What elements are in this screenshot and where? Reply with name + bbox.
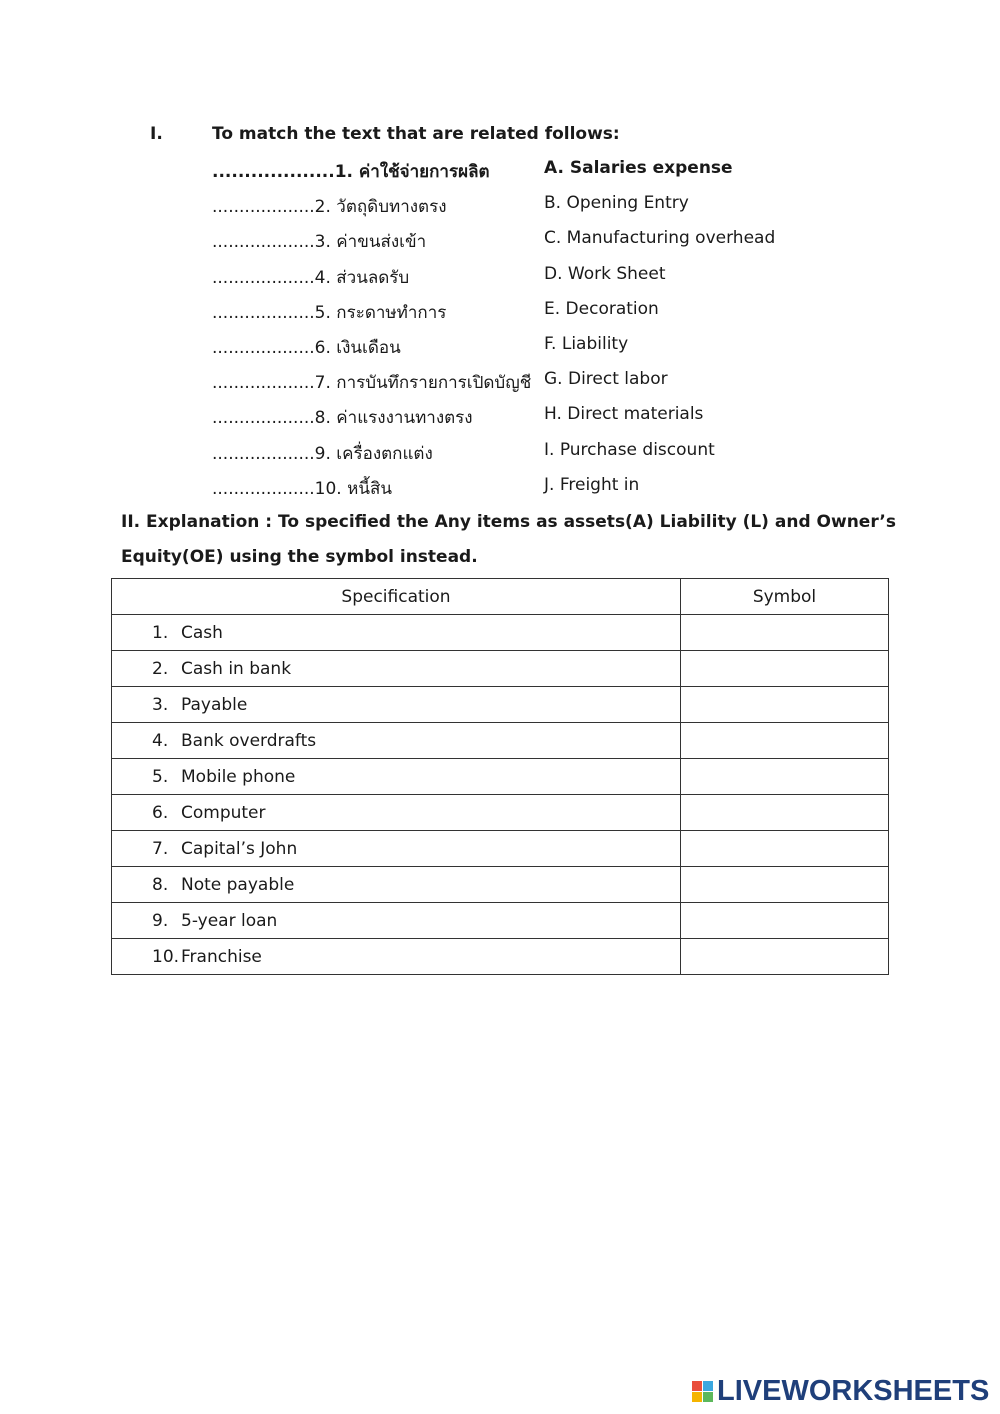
table-row xyxy=(112,615,889,651)
match-item-english-option: F. Liability xyxy=(544,333,629,354)
item-number: 1. xyxy=(152,622,169,643)
match-item-english-option: E. Decoration xyxy=(544,298,659,319)
match-item xyxy=(212,369,832,404)
item-text: Capital’s John xyxy=(181,838,298,859)
table-row xyxy=(112,903,889,939)
item-number: 2. xyxy=(152,658,169,679)
section1-roman-numeral: I. xyxy=(150,124,163,144)
match-item xyxy=(212,334,832,369)
specification-cell xyxy=(112,723,681,759)
table-row xyxy=(112,687,889,723)
specification-cell xyxy=(112,687,681,723)
match-item xyxy=(212,158,832,193)
match-item-thai-term: ...................9. เครื่องตกแต่ง xyxy=(212,443,433,464)
item-text: Cash in bank xyxy=(181,658,292,679)
table-row xyxy=(112,651,889,687)
logo-square-yellow xyxy=(692,1392,702,1402)
table-header-row xyxy=(112,579,889,615)
item-text: Franchise xyxy=(181,946,262,967)
liveworksheets-logo-icon xyxy=(692,1381,713,1402)
logo-square-red xyxy=(692,1381,702,1391)
specification-cell xyxy=(112,831,681,867)
match-item-thai-term: ...................5. กระดาษทำการ xyxy=(212,302,447,323)
match-item-english-option: C. Manufacturing overhead xyxy=(544,228,776,249)
match-item-thai-term: ...................3. ค่าขนส่งเข้า xyxy=(212,232,427,253)
match-item-english-option: B. Opening Entry xyxy=(544,193,689,214)
table-row xyxy=(112,795,889,831)
match-item xyxy=(212,299,832,334)
logo-square-blue xyxy=(703,1381,713,1391)
item-text: Note payable xyxy=(181,874,295,895)
table-row xyxy=(112,939,889,975)
match-item-thai-term: ...................1. ค่าใช้จ่ายการผลิต xyxy=(212,162,490,182)
logo-text: LIVEWORKSHEETS xyxy=(717,1374,990,1407)
specification-table-body xyxy=(112,615,889,975)
item-text: Bank overdrafts xyxy=(181,730,317,751)
match-item-thai-term: ...................8. ค่าแรงงานทางตรง xyxy=(212,408,473,429)
table-row xyxy=(112,759,889,795)
specification-cell xyxy=(112,795,681,831)
match-item-thai-term: ...................2. วัตถุดิบทางตรง xyxy=(212,197,447,218)
symbol-answer-cell[interactable] xyxy=(681,615,889,651)
specification-cell xyxy=(112,759,681,795)
match-item xyxy=(212,193,832,228)
symbol-answer-cell[interactable] xyxy=(681,723,889,759)
symbol-answer-cell[interactable] xyxy=(681,687,889,723)
liveworksheets-logo xyxy=(692,1374,989,1408)
table-row xyxy=(112,867,889,903)
section2-instructions-line1: II. Explanation : To specified the Any items as assets(A) Liability (L) and Owner’s xyxy=(121,512,896,532)
match-item-english-option: H. Direct materials xyxy=(544,404,704,425)
symbol-answer-cell[interactable] xyxy=(681,759,889,795)
table-row xyxy=(112,831,889,867)
match-item xyxy=(212,228,832,263)
item-text: Mobile phone xyxy=(181,766,296,787)
item-number: 3. xyxy=(152,694,169,715)
item-text: Cash xyxy=(181,622,223,643)
item-number: 9. xyxy=(152,910,169,931)
logo-square-green xyxy=(703,1392,713,1402)
item-number: 4. xyxy=(152,730,169,751)
match-item xyxy=(212,264,832,299)
section1-title: To match the text that are related follows: xyxy=(212,124,620,144)
match-item xyxy=(212,475,832,510)
symbol-answer-cell[interactable] xyxy=(681,651,889,687)
specification-table xyxy=(111,578,889,975)
item-number: 10. xyxy=(152,946,180,967)
symbol-answer-cell[interactable] xyxy=(681,903,889,939)
specification-cell xyxy=(112,615,681,651)
symbol-answer-cell[interactable] xyxy=(681,795,889,831)
specification-cell xyxy=(112,651,681,687)
match-item-english-option: A. Salaries expense xyxy=(544,158,733,178)
item-text: 5-year loan xyxy=(181,910,278,931)
table-row xyxy=(112,723,889,759)
specification-cell xyxy=(112,939,681,975)
item-number: 7. xyxy=(152,838,169,859)
item-number: 6. xyxy=(152,802,169,823)
match-item-thai-term: ...................10. หนี้สิน xyxy=(212,478,392,499)
match-item-english-option: I. Purchase discount xyxy=(544,439,715,460)
match-item-thai-term: ...................6. เงินเดือน xyxy=(212,337,401,358)
item-number: 8. xyxy=(152,874,169,895)
match-item-thai-term: ...................4. ส่วนลดรับ xyxy=(212,267,410,288)
symbol-answer-cell[interactable] xyxy=(681,831,889,867)
match-item-english-option: G. Direct labor xyxy=(544,369,668,390)
match-item-english-option: D. Work Sheet xyxy=(544,263,666,284)
match-item-english-option: J. Freight in xyxy=(544,474,640,495)
specification-cell xyxy=(112,903,681,939)
item-number: 5. xyxy=(152,766,169,787)
section2-instructions-line2: Equity(OE) using the symbol instead. xyxy=(121,547,478,567)
symbol-answer-cell[interactable] xyxy=(681,867,889,903)
match-item-thai-term: ...................7. การบันทึกรายการเปิดบัญชี xyxy=(212,373,532,394)
match-item xyxy=(212,440,832,475)
header-specification: Specification xyxy=(112,579,681,615)
header-symbol: Symbol xyxy=(681,579,889,615)
specification-cell xyxy=(112,867,681,903)
matching-list xyxy=(212,158,832,510)
symbol-answer-cell[interactable] xyxy=(681,939,889,975)
match-item xyxy=(212,404,832,439)
item-text: Computer xyxy=(181,802,266,823)
item-text: Payable xyxy=(181,694,248,715)
